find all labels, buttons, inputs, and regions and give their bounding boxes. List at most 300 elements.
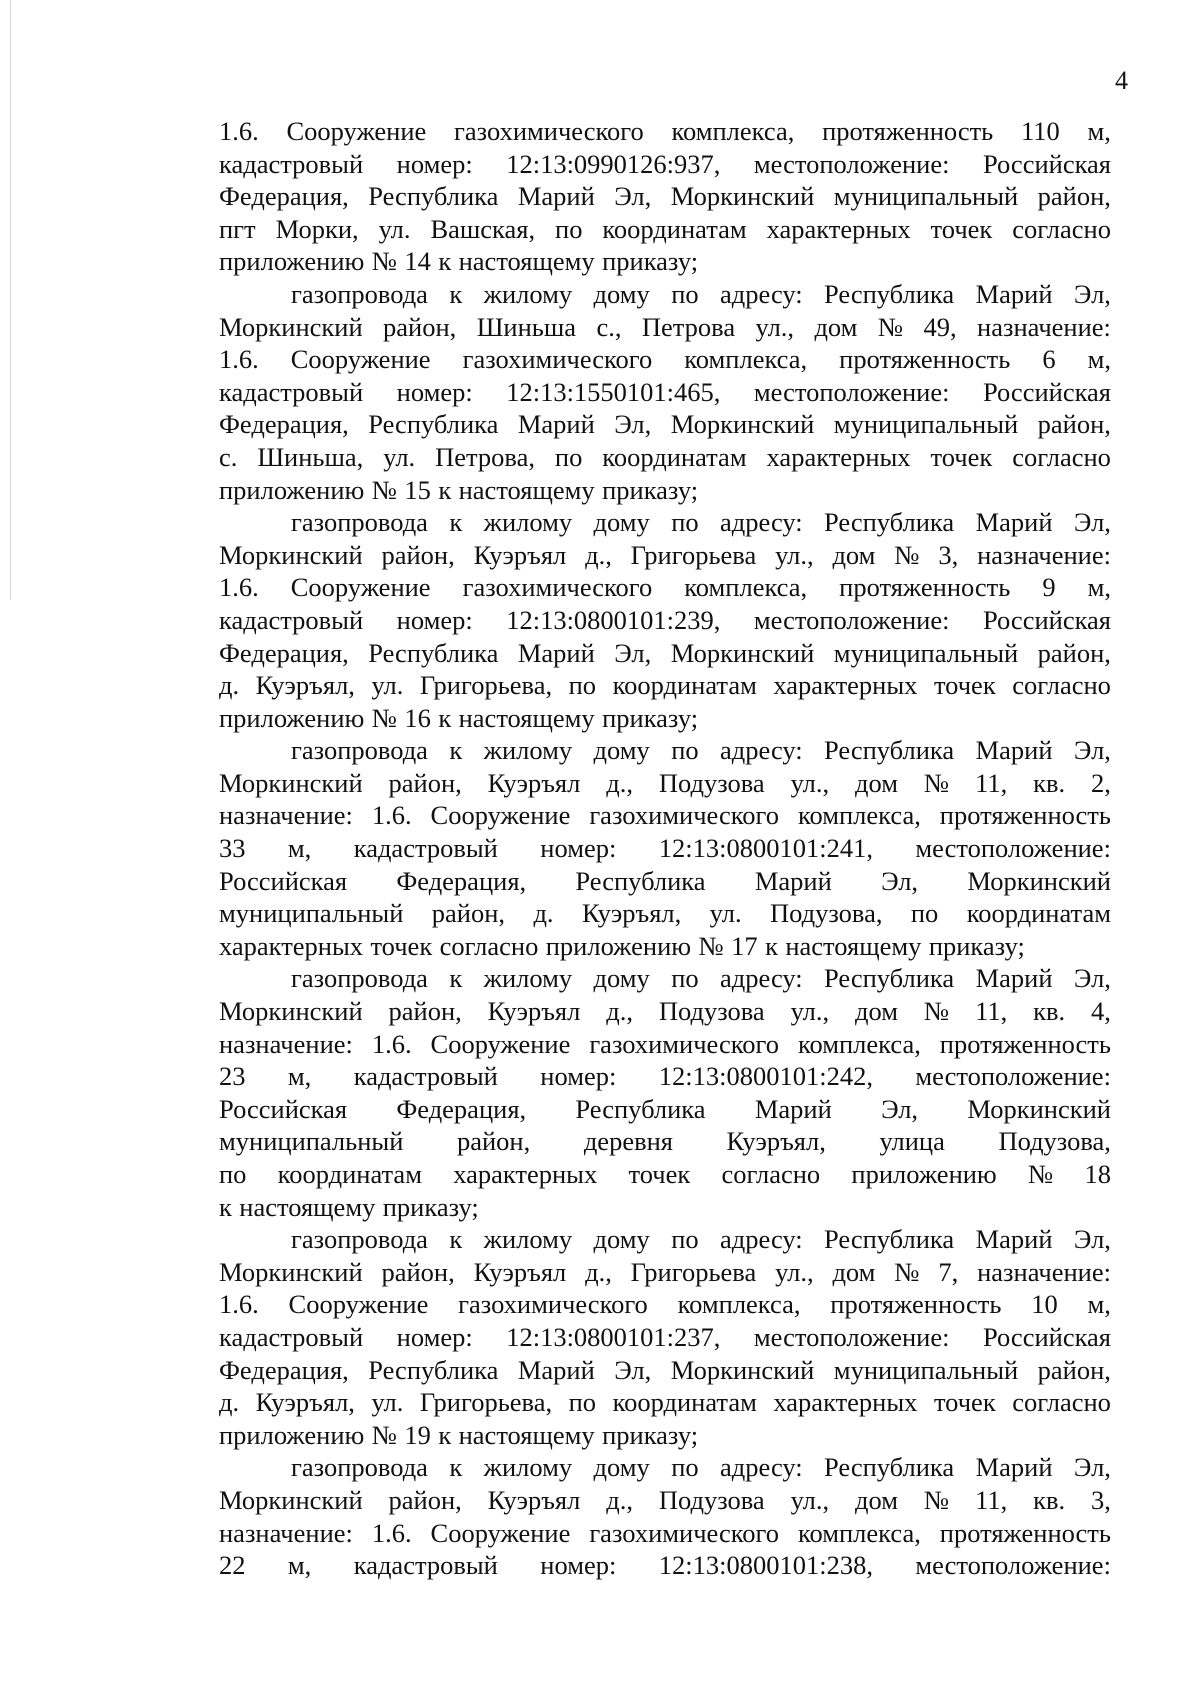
word: координатам (602, 213, 747, 244)
word: дому (593, 1452, 650, 1483)
word: местоположение: (915, 1061, 1111, 1092)
text-line (219, 734, 1111, 767)
word: 12:13:0800101:238, (658, 1550, 873, 1581)
text-line (219, 1419, 1111, 1452)
word: приложению (219, 474, 365, 505)
word: кадастровый (219, 148, 364, 179)
text-line (219, 474, 1111, 507)
word: м, (287, 833, 312, 864)
word: жилому (483, 735, 573, 766)
word: Федерация, (219, 409, 349, 440)
word: Эл, (1073, 735, 1111, 766)
word: ул., (775, 539, 814, 570)
word: Куэръял (473, 1256, 567, 1287)
word: 4, (1090, 996, 1111, 1027)
text-line (219, 1060, 1111, 1093)
word: комплекса, (797, 1517, 921, 1548)
word: Куэръял (487, 767, 581, 798)
word: ул. (709, 898, 742, 929)
word: дом (832, 539, 876, 570)
word: к (219, 1191, 232, 1222)
word: координатам (612, 670, 757, 701)
word: с., (596, 311, 622, 342)
word: 12:13:0800101:242, (658, 1061, 873, 1092)
word: местоположение: (753, 148, 950, 179)
word: Эл, (614, 409, 652, 440)
word: Моркинский (219, 311, 363, 342)
word: дом (814, 311, 858, 342)
word: адресу: (720, 278, 803, 309)
word: согласно (1012, 441, 1111, 472)
word: ул. (378, 213, 411, 244)
word: 3, (1090, 1484, 1111, 1515)
word: кадастровый (219, 604, 364, 635)
text-line (219, 1256, 1111, 1289)
word: 11, (975, 767, 1008, 798)
word: Морки, (275, 213, 359, 244)
word: Моркинский (219, 1256, 363, 1287)
text-line (219, 115, 1111, 148)
text-line (219, 408, 1111, 441)
text-line (219, 1191, 1111, 1224)
text-line (219, 1321, 1111, 1354)
word: местоположение: (753, 1321, 950, 1352)
text-line (219, 930, 1111, 963)
text-line (219, 962, 1111, 995)
word: точек (933, 670, 996, 701)
word: район, (388, 1484, 462, 1515)
word: м, (1087, 1289, 1111, 1320)
word: газопровода (291, 278, 428, 309)
word: кадастровый (353, 1061, 498, 1092)
word: муниципальный (219, 1126, 404, 1157)
word: точек (370, 930, 433, 961)
word: к (449, 278, 463, 309)
word: Подузова (658, 1484, 765, 1515)
word: местоположение: (915, 833, 1111, 864)
word: к (765, 930, 778, 961)
word: Сооружение (430, 1517, 571, 1548)
word: № (923, 767, 950, 798)
word: муниципальный (833, 409, 1019, 440)
word: Куэръял (487, 1484, 581, 1515)
word: жилому (483, 507, 573, 538)
word: назначение: (219, 1028, 353, 1059)
word: дом (832, 1256, 876, 1287)
word: 1.6. (371, 1028, 412, 1059)
word: кадастровый (353, 1550, 498, 1581)
text-line (219, 1451, 1111, 1484)
word: Моркинский (219, 767, 363, 798)
word: согласно (1012, 1387, 1111, 1418)
word: Куэръял, (581, 898, 682, 929)
word: Республика (575, 865, 706, 896)
text-line (219, 1386, 1111, 1419)
word: приказу; (382, 1191, 479, 1222)
word: назначение: (977, 539, 1111, 570)
word: Петрова, (435, 441, 535, 472)
word: д., (585, 539, 612, 570)
word: ул., (790, 996, 830, 1027)
word: Куэръял, (255, 1387, 355, 1418)
word: ул., (775, 1256, 814, 1287)
word: комплекса, (684, 344, 808, 375)
word: 49, (923, 311, 957, 342)
word: деревня (583, 1126, 673, 1157)
word: Вашская, (430, 213, 536, 244)
word: 10 (1031, 1289, 1058, 1320)
word: газопровода (291, 735, 428, 766)
word: газопровода (291, 507, 428, 538)
word: № (371, 474, 398, 505)
word: к (449, 1224, 463, 1255)
word: Моркинский (670, 1354, 815, 1385)
word: Марий (754, 1093, 832, 1124)
word: по (555, 213, 583, 244)
text-line (219, 343, 1111, 376)
word: Марий (975, 735, 1053, 766)
word: Куэръял, (255, 670, 355, 701)
word: 12:13:0800101:241, (658, 833, 873, 864)
word: по (219, 1159, 247, 1189)
word: 1.6. (371, 1517, 412, 1548)
word: ул. (371, 670, 404, 701)
text-line (219, 1125, 1111, 1158)
text-line (219, 604, 1111, 637)
word: м, (287, 1550, 312, 1581)
word: согласно (1012, 213, 1111, 244)
word: Эл, (614, 637, 652, 668)
word: район, (456, 1126, 531, 1157)
word: 3, (938, 539, 959, 570)
word: Российская (982, 376, 1111, 407)
word: характерных (219, 930, 364, 961)
document-body (219, 115, 1111, 1582)
word: по (671, 278, 699, 309)
word: характерных (766, 213, 911, 244)
text-line (219, 637, 1111, 670)
word: Российская (982, 148, 1111, 179)
word: точек (628, 1159, 691, 1189)
word: адресу: (720, 735, 803, 766)
word: Шиньша, (257, 441, 364, 472)
word: приложению (545, 930, 692, 961)
word: газопровода (291, 1452, 428, 1483)
word: координатам (277, 1159, 422, 1189)
word: согласно (1012, 670, 1111, 701)
word: м, (1087, 116, 1111, 146)
word: Эл, (1073, 278, 1111, 309)
text-line (219, 1158, 1111, 1191)
text-line (219, 897, 1111, 930)
text-line (219, 539, 1111, 572)
word: дому (593, 278, 650, 309)
word: № (894, 1256, 920, 1287)
word: Сооружение (430, 1028, 571, 1059)
word: Республика (824, 963, 955, 994)
word: протяженность (822, 116, 994, 146)
word: настоящему (458, 474, 595, 505)
word: газохимического (458, 1289, 648, 1320)
word: протяженность (939, 800, 1111, 831)
word: муниципальный (833, 637, 1019, 668)
word: приложению (219, 246, 365, 277)
word: приказу; (602, 702, 699, 733)
word: № (371, 1419, 398, 1450)
word: характерных (766, 441, 911, 472)
word: 1.6. (219, 116, 259, 146)
word: комплекса, (671, 116, 795, 146)
word: Марий (517, 409, 595, 440)
text-line (219, 245, 1111, 278)
word: Моркинский (670, 181, 815, 212)
word: точек (933, 1387, 996, 1418)
word: по (671, 963, 699, 994)
word: по (671, 735, 699, 766)
word: адресу: (720, 1224, 803, 1255)
word: Куэръял (473, 539, 567, 570)
text-line (219, 571, 1111, 604)
word: кадастровый (353, 833, 498, 864)
word: настоящему (458, 246, 595, 277)
word: к (438, 474, 452, 505)
word: Марий (517, 637, 595, 668)
word: протяженность (939, 1517, 1111, 1548)
word: 16 (404, 702, 431, 733)
word: дому (593, 1224, 650, 1255)
word: Федерация, (219, 181, 349, 212)
text-line (219, 148, 1111, 181)
word: ул. (383, 441, 416, 472)
word: Марий (517, 181, 595, 212)
word: Григорьева, (419, 1387, 553, 1418)
word: настоящему (458, 702, 595, 733)
text-line (219, 1517, 1111, 1550)
word: местоположение: (753, 604, 950, 635)
word: по (568, 670, 597, 701)
word: д., (606, 1484, 633, 1515)
word: д. (219, 670, 240, 701)
word: Эл, (1073, 507, 1111, 538)
word: район, (388, 767, 462, 798)
word: Марий (975, 1224, 1053, 1255)
text-line (219, 213, 1111, 246)
word: 22 (219, 1550, 246, 1581)
word: номер: (396, 376, 473, 407)
word: 12:13:1550101:465, (506, 376, 721, 407)
word: назначение: (977, 1256, 1111, 1287)
word: № (923, 996, 950, 1027)
word: номер: (396, 604, 473, 635)
word: жилому (483, 963, 573, 994)
word: Марий (975, 1452, 1053, 1483)
word: газопровода (291, 963, 428, 994)
word: № (894, 539, 920, 570)
word: адресу: (720, 507, 803, 538)
word: Республика (824, 1452, 955, 1483)
word: 12:13:0800101:239, (506, 604, 721, 635)
word: приказу; (602, 1419, 699, 1450)
word: с. (219, 441, 238, 472)
word: дому (593, 735, 650, 766)
text-line (219, 702, 1111, 735)
word: Республика (824, 278, 955, 309)
word: координатам (966, 898, 1111, 929)
word: ул., (790, 767, 830, 798)
text-line (219, 1288, 1111, 1321)
word: м, (1087, 572, 1111, 603)
word: номер: (396, 148, 473, 179)
word: д., (585, 1256, 612, 1287)
word: Республика (368, 409, 499, 440)
word: 11, (975, 996, 1008, 1027)
word: кадастровый (219, 1321, 364, 1352)
word: Моркинский (967, 865, 1111, 896)
word: координатам (612, 1387, 757, 1418)
word: 1.6. (219, 344, 259, 375)
word: район, (1037, 637, 1111, 668)
word: к (449, 963, 463, 994)
word: Эл, (1073, 963, 1111, 994)
text-line (219, 376, 1111, 409)
word: приказу; (928, 930, 1025, 961)
word: Сооружение (430, 800, 571, 831)
text-line (219, 995, 1111, 1028)
word: Моркинский (670, 637, 815, 668)
text-line (219, 832, 1111, 865)
text-line (219, 180, 1111, 213)
word: по (910, 898, 939, 929)
word: район, (383, 311, 457, 342)
word: 15 (404, 474, 431, 505)
word: комплекса, (797, 1028, 921, 1059)
word: Подузова (658, 996, 765, 1027)
text-line (219, 767, 1111, 800)
word: местоположение: (915, 1550, 1111, 1581)
word: Моркинский (219, 1484, 363, 1515)
word: протяженность (830, 1289, 1002, 1320)
word: 17 (731, 930, 758, 961)
text-line (219, 669, 1111, 702)
word: Российская (219, 865, 348, 896)
word: Григорьева, (419, 670, 553, 701)
word: точек (930, 213, 993, 244)
word: Моркинский (967, 1093, 1111, 1124)
word: газохимического (589, 1028, 779, 1059)
word: комплекса, (677, 1289, 801, 1320)
word: назначение: (219, 1517, 353, 1548)
word: Марий (517, 1354, 595, 1385)
word: характерных (453, 1159, 598, 1189)
word: д. (219, 1387, 240, 1418)
word: по (568, 1387, 597, 1418)
word: назначение: (977, 311, 1111, 342)
word: 33 (219, 833, 246, 864)
word: приказу; (602, 246, 699, 277)
word: жилому (483, 278, 573, 309)
word: муниципальный (833, 1354, 1019, 1385)
word: номер: (396, 1321, 473, 1352)
word: кв. (1033, 767, 1066, 798)
text-line (219, 1028, 1111, 1061)
word: район, (388, 996, 462, 1027)
word: местоположение: (753, 376, 950, 407)
word: к (438, 246, 452, 277)
word: дому (593, 507, 650, 538)
word: район, (1037, 181, 1111, 212)
word: № (371, 702, 398, 733)
word: 19 (404, 1419, 431, 1450)
word: Подузова (658, 767, 765, 798)
word: комплекса, (684, 572, 808, 603)
word: номер: (540, 833, 617, 864)
word: 11, (975, 1484, 1008, 1515)
word: д., (606, 996, 633, 1027)
word: район, (381, 539, 455, 570)
word: № (371, 246, 398, 277)
word: настоящему (458, 1419, 595, 1450)
word: газохимического (589, 800, 779, 831)
word: Российская (219, 1093, 348, 1124)
word: протяженность (839, 572, 1011, 603)
word: 6 (1042, 344, 1056, 375)
word: улица (879, 1126, 945, 1157)
word: адресу: (720, 1452, 803, 1483)
word: согласно (439, 930, 539, 961)
word: к (449, 507, 463, 538)
word: 9 (1042, 572, 1056, 603)
word: 1.6. (219, 1289, 259, 1320)
word: Эл, (1073, 1224, 1111, 1255)
word: по (554, 441, 583, 472)
word: Куэръял, (726, 1126, 826, 1157)
text-line (219, 1484, 1111, 1517)
word: дом (855, 996, 899, 1027)
word: приложению (219, 1419, 365, 1450)
word: по (671, 1224, 699, 1255)
word: 14 (404, 246, 431, 277)
word: 1.6. (219, 572, 259, 603)
word: район, (381, 1256, 455, 1287)
word: 110 (1021, 116, 1060, 146)
word: Российская (982, 604, 1111, 635)
word: к (449, 1452, 463, 1483)
word: газохимического (462, 572, 653, 603)
text-line (219, 441, 1111, 474)
word: газопровода (291, 1224, 428, 1255)
word: Эл, (1073, 1452, 1111, 1483)
word: Петрова (641, 311, 736, 342)
word: 1.6. (371, 800, 412, 831)
word: 12:13:0990126:937, (506, 148, 721, 179)
word: муниципальный (833, 181, 1019, 212)
word: к (438, 1419, 452, 1450)
word: Подузова, (769, 898, 883, 929)
word: Марий (754, 865, 832, 896)
word: адресу: (720, 963, 803, 994)
word: Федерация, (219, 1354, 349, 1385)
word: ул. (371, 1387, 404, 1418)
word: д., (606, 767, 633, 798)
text-line (219, 506, 1111, 539)
word: Федерация, (396, 865, 527, 896)
word: № (1027, 1159, 1054, 1189)
word: дом (855, 1484, 899, 1515)
word: Григорьева (630, 1256, 757, 1287)
word: Марий (975, 278, 1053, 309)
word: кв. (1033, 1484, 1066, 1515)
word: приложению (219, 702, 365, 733)
